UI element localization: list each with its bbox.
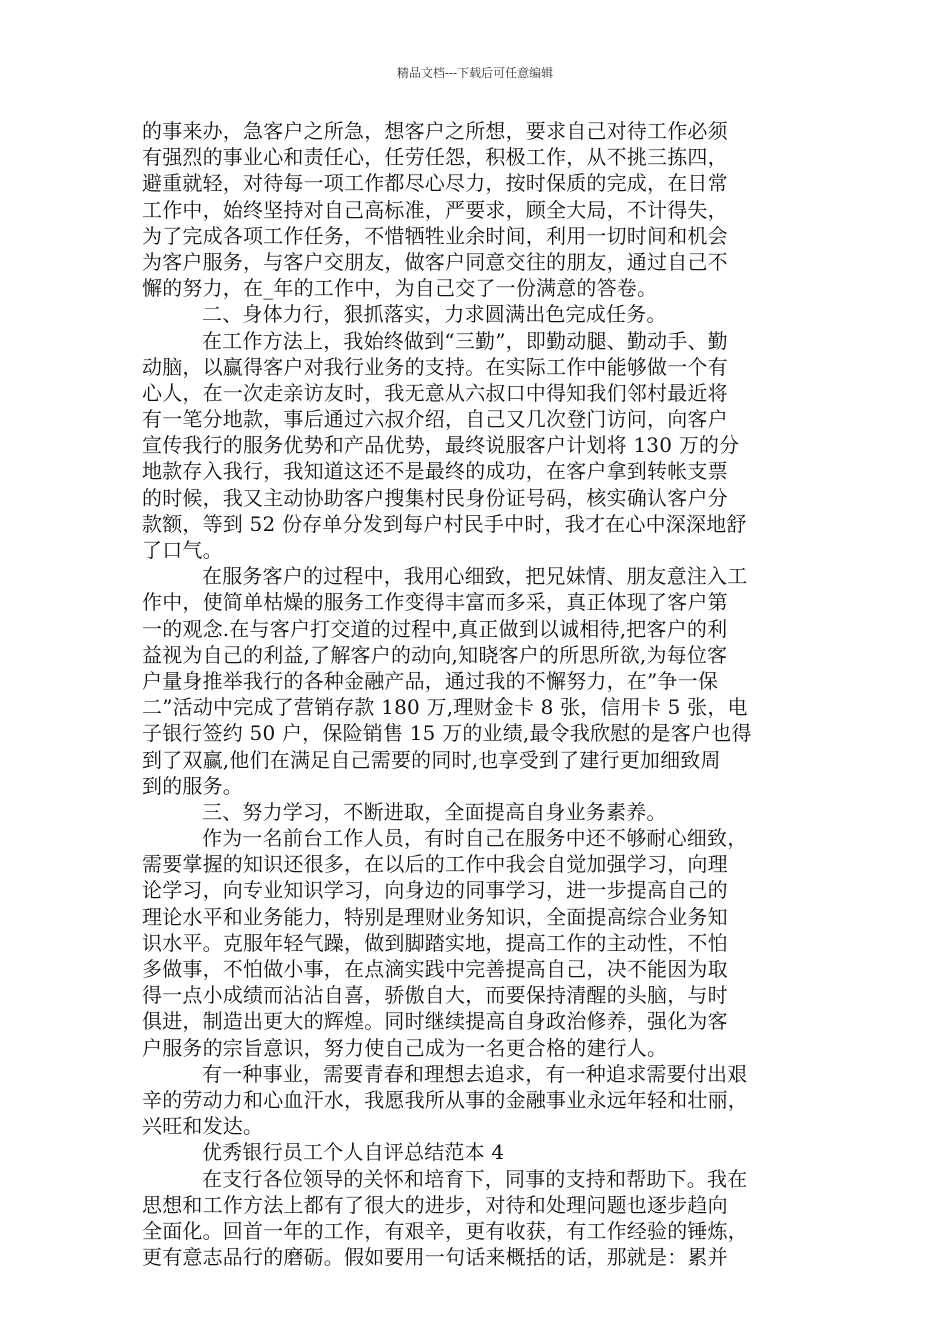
document-body (142, 118, 808, 1270)
text-line: 辛的劳动力和心血汗水，我愿我所从事的金融事业永远年轻和壮丽， (142, 1087, 748, 1112)
text-line: 宣传我行的服务优势和产品优势，最终说服客户计划将 130 万的分 (142, 433, 740, 458)
text-line: 思想和工作方法上都有了很大的进步，对待和处理问题也逐步趋向 (142, 1192, 728, 1217)
text-line: 全面化。回首一年的工作，有艰辛，更有收获，有工作经验的锤炼， (142, 1218, 748, 1243)
text-line: 工作中，始终坚持对自己高标准，严要求，顾全大局，不计得失， (142, 197, 728, 222)
text-line: 的时候，我又主动协助客户搜集村民身份证号码，核实确认客户分 (142, 485, 728, 510)
text-line: 在支行各位领导的关怀和培育下，同事的支持和帮助下。我在 (202, 1166, 748, 1191)
text-line: 在服务客户的过程中，我用心细致，把兄妹情、朋友意注入工 (202, 564, 748, 589)
text-line: 有一种事业，需要青春和理想去追求，有一种追求需要付出艰 (202, 1061, 748, 1086)
text-line: 的事来办，急客户之所急，想客户之所想，要求自己对待工作必须 (142, 119, 728, 143)
text-line: 多做事，不怕做小事，在点滴实践中完善提高自己，决不能因为取 (142, 957, 728, 981)
text-line: 论学习，向专业知识学习，向身边的同事学习，进一步提高自己的 (142, 878, 728, 903)
text-line: 款额，等到 52 份存单分发到每户村民手中时，我才在心中深深地舒 (142, 511, 747, 536)
text-line: 优秀银行员工个人自评总结范本 4 (202, 1140, 505, 1165)
text-line: 二”活动中完成了营销存款 180 万,理财金卡 8 张，信用卡 5 张，电 (142, 695, 748, 720)
text-line: 识水平。克服年轻气躁，做到脚踏实地，提高工作的主动性，不怕 (142, 930, 728, 955)
text-line: 避重就轻，对待每一项工作都尽心尽力，按时保质的完成，在日常 (142, 171, 728, 196)
text-line: 了口气。 (142, 538, 223, 562)
text-line: 得一点小成绩而沾沾自喜，骄傲自大，而要保持清醒的头脑，与时 (142, 983, 728, 1008)
text-line: 需要掌握的知识还很多，在以后的工作中我会自觉加强学习，向理 (142, 852, 728, 877)
text-line: 户量身推举我行的各种金融产品，通过我的不懈努力，在”争一保 (142, 668, 719, 693)
text-line: 兴旺和发达。 (142, 1114, 264, 1139)
text-line: 动脑，以赢得客户对我行业务的支持。在实际工作中能够做一个有 (142, 354, 728, 379)
text-line: 到了双赢,他们在满足自己需要的同时,也享受到了建行更加细致周 (142, 747, 721, 772)
text-line: 为了完成各项工作任务，不惜牺牲业余时间，利用一切时间和机会 (142, 223, 728, 248)
text-line: 一的观念.在与客户打交道的过程中,真正做到以诚相待,把客户的利 (142, 616, 728, 641)
text-line: 子银行签约 50 户，保险销售 15 万的业绩,最令我欣慰的是客户也得 (142, 721, 752, 746)
text-line: 懈的努力，在_年的工作中，为自己交了一份满意的答卷。 (142, 276, 658, 301)
text-line: 更有意志品行的磨砺。假如要用一句话来概括的话，那就是：累并 (142, 1245, 728, 1270)
text-line: 理论水平和业务能力，特别是理财业务知识，全面提高综合业务知 (142, 904, 728, 929)
text-line: 地款存入我行，我知道这还不是最终的成功，在客户拿到转帐支票 (142, 459, 728, 484)
text-line: 心人，在一次走亲访友时，我无意从六叔口中得知我们邻村最近将 (142, 380, 728, 405)
text-line: 作中，使简单枯燥的服务工作变得丰富而多采，真正体现了客户第 (142, 590, 728, 615)
text-line: 二、身体力行，狠抓落实，力求圆满出色完成任务。 (202, 302, 667, 327)
text-line: 有一笔分地款，事后通过六叔介绍，自己又几次登门访问，向客户 (142, 407, 728, 432)
text-line: 在工作方法上，我始终做到“三勤”，即勤动腿、勤动手、勤 (202, 328, 728, 353)
text-line: 俱进，制造出更大的辉煌。同时继续提高自身政治修养，强化为客 (142, 1009, 728, 1034)
text-line: 到的服务。 (142, 773, 243, 798)
text-line: 有强烈的事业心和责任心，任劳任怨，积极工作，从不挑三拣四， (142, 145, 728, 170)
text-line: 户服务的宗旨意识，努力使自己成为一名更合格的建行人。 (142, 1035, 668, 1060)
text-line: 益视为自己的利益,了解客户的动向,知晓客户的所思所欲,为每位客 (142, 642, 728, 667)
page-header: 精品文档---下载后可任意编辑 (396, 66, 554, 80)
text-line: 作为一名前台工作人员，有时自己在服务中还不够耐心细致， (202, 826, 748, 851)
text-line: 为客户服务，与客户交朋友，做客户同意交往的朋友，通过自己不 (142, 249, 728, 274)
text-line: 三、努力学习，不断进取，全面提高自身业务素养。 (202, 799, 667, 824)
